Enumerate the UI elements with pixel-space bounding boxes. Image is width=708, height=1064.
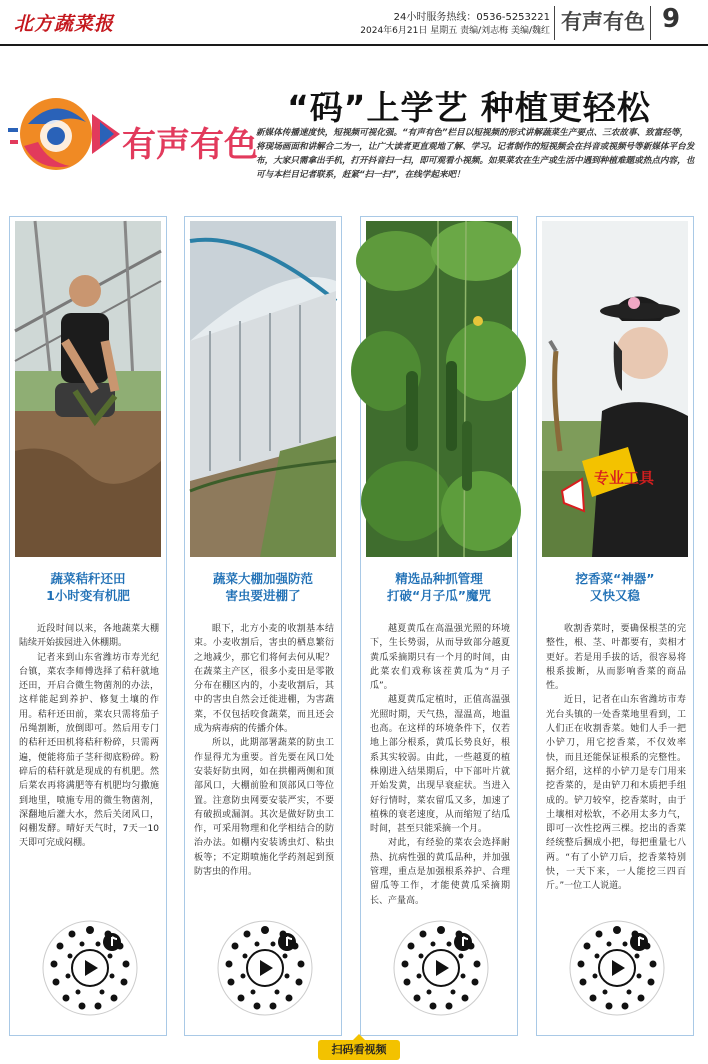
douyin-qr-code[interactable]: [217, 920, 313, 1016]
article-card: [360, 216, 518, 1036]
paragraph: 越夏黄瓜定植时，正值高温强光照时期，天气热，湿温高，地温也高。在这样的环境条件下，仅若地上部分根系，黄瓜长势良好，根系其实较弱。由此，一些越夏的植株刚进入结果期后，中下部叶片就开始发黄，出现早衰症状。当进入好行情时，菜农留瓜又多，加速了植株的衰老速度，从而缩短了结瓜时间，甚至只能采摘一个月。: [370, 695, 510, 835]
paragraph: 近日，记者在山东省潍坊市寿光台头镇的一处香菜地里看到，工人们正在收割香菜。她们人手一把小铲刀，用它挖香菜，不仅效率快，而且还能保证根系的完整性。据介绍，这样的小铲刀是专门用来挖香菜的，是由铲刀和木质把手组成的。铲刀较窄，挖香菜时，由于土壤相对松软，不必用太多力气，即可一次性挖两三棵。挖出的香菜经统整后捆成小把，每把重量七八两。“有了小铲刀后，挖香菜特别快，一天下来，一人能挖三四百斤。”一位工人说道。: [546, 695, 686, 892]
page-number: 9: [662, 4, 681, 34]
paragraph: 越夏黄瓜在高温强光照的环境下，生长势弱，从而导致部分越夏黄瓜采摘期只有一个月的时间，由此菜农们戏称该茬黄瓜为“月子瓜”。: [370, 624, 510, 692]
article-card: [536, 216, 694, 1036]
article-headline: 精选品种抓管理 打破“月子瓜”魔咒: [387, 571, 491, 603]
article-card: [9, 216, 167, 1036]
article-body: [546, 622, 686, 894]
greenhouse-photo: [190, 221, 336, 557]
hotline: 24小时服务热线：0536-5253221: [393, 12, 550, 23]
column-logo: [8, 84, 258, 184]
paragraph: 近段时间以来，各地蔬菜大棚陆续开始拔园进入休棚期。: [19, 624, 159, 649]
article-headline: 挖香菜“神器” 又快又稳: [575, 571, 655, 603]
article-body: [370, 622, 510, 908]
paragraph: 记者来到山东省潍坊市寿光纪台镇，菜农李师傅选择了秸秆就地还田，开启合微生物菌剂的办法，这样能起到养护、修复土壤的作用。秸秆还田前，菜农只需将茄子吊绳割断，放倒即可。然后用专门的秸秆还田机将秸秆粉碎，只需两遍，便能将茄子茎秆彻底粉碎。粉碎后的秸秆就是现成的有机肥。然后菜农再将满肥等有机肥均匀撒施到地里，喷施专用的微生物菌剂，深翻地后灌大水，然后关闭风口，闷棚发酵。晴好天气时，7天一10天即可完成闷棚。: [19, 652, 159, 849]
page-title: “码”上学艺 种植更轻松: [287, 88, 651, 127]
douyin-qr-code[interactable]: [393, 920, 489, 1016]
section-name: 有声有色: [561, 10, 645, 34]
paragraph: 收割香菜时，要确保根茎的完整性，根、茎、叶都要有，卖相才更好。若是用手拔的话，很容易将根系拔断，从而影响香菜的商品性。: [546, 624, 686, 692]
column-intro: 新媒体传播速度快，短视频可视化强。“有声有色”栏目以短视频的形式讲解蔬菜生产要点、三农故事、致富经等，将现场画面和讲解合二为一，让广大读者更直观地了解、学习。记者制作的短视频会在抖音或视频号等新媒体平台发布，大家只需拿出手机，打开抖音扫一扫，即可观看小视频。如果菜农在生产或生活中遇到种植难题或热点内容，也可与本栏目记者联系，赶紧“扫一扫”，在线学起来吧！: [256, 128, 695, 180]
masthead: [0, 0, 708, 46]
article-headline: 蔬菜大棚加强防范 害虫要进棚了: [212, 571, 313, 603]
douyin-qr-code[interactable]: [569, 920, 665, 1016]
article-card: [184, 216, 342, 1036]
farmer-photo: [15, 221, 161, 557]
article-body: [194, 622, 334, 879]
scan-video-label: 扫码看视频: [318, 1040, 400, 1060]
paragraph: 眼下，北方小麦的收割基本结束。小麦收割后，害虫的栖息繁衍之地减少，那它们将何去何从呢？在蔬菜主产区，很多小麦田是零散分布在棚区内的，小麦收割后，其中的害虫自然会迁徙进棚，为害蔬菜，不仅包括咬食蔬菜，而且还会成为病毒病的传播介体。: [194, 624, 334, 735]
paragraph: 对此，有经验的菜农会选择耐热、抗病性强的黄瓜品种，并加强管理，重点是加强根系养护、合理留瓜等工作，才能使黄瓜采摘期长、产量高。: [370, 838, 510, 906]
badge-text: 专业工具: [594, 469, 655, 487]
header-divider: [650, 6, 651, 40]
douyin-qr-code[interactable]: [42, 920, 138, 1016]
article-headline: 蔬菜秸秆还田 1小时变有机肥: [46, 571, 130, 603]
dateline: 2024年6月21日 星期五 责编/刘志梅 美编/魏红: [360, 26, 550, 36]
logo-text: 有声有色: [122, 125, 258, 165]
header-divider: [554, 6, 555, 40]
reporter-photo: [542, 221, 688, 557]
paragraph: 所以，此期部署蔬菜的防虫工作显得尤为重要。首先要在风口处安装好防虫网，如在拱棚两侧和顶部风口，大棚前脸和顶部风口等位置。注意防虫网要安装严实，不要有破损或漏洞。其次是做好防虫工作，可采用物理和化学相结合的防治办法。如棚内安装诱虫灯、粘虫板等；不定期喷施化学药剂起到预防害虫的作用。: [194, 738, 334, 878]
article-body: [19, 622, 159, 851]
paper-name: 北方蔬菜报: [14, 13, 115, 35]
cucumber-photo: [366, 221, 512, 557]
